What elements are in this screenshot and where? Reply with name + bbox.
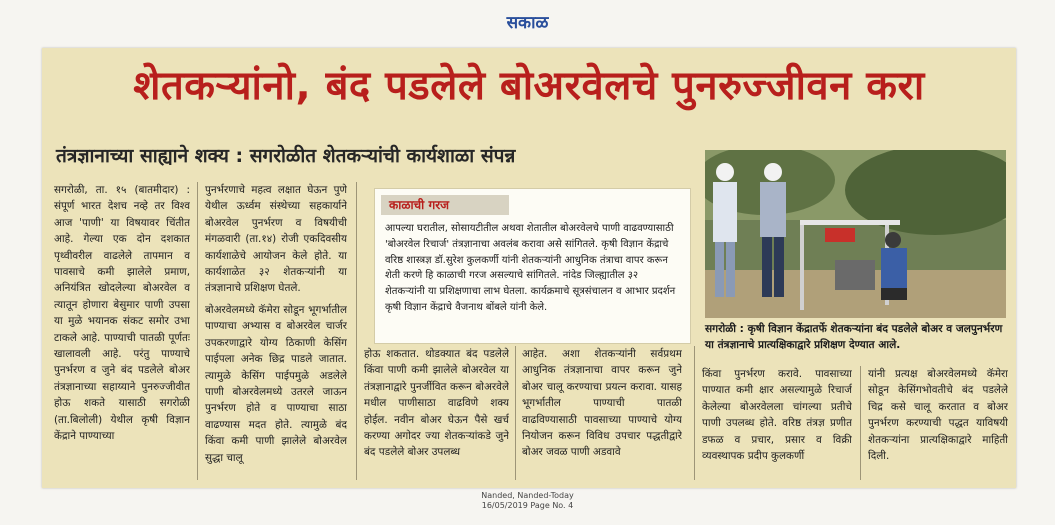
news-photo <box>705 150 1006 318</box>
edition-name: Nanded, Nanded-Today <box>481 491 574 500</box>
subheadline: तंत्रज्ञानाच्या साह्याने शक्य : सगरोळीत शेतकऱ्यांची कार्यशाळा संपन्न <box>56 145 516 167</box>
article-column-7: यांनी प्रत्यक्ष बोअरवेलमध्ये कॅमेरा सोडून केसिंगभोवतीचे बंद पडलेले चिद्र कसे चालू करतात व बोअर पुनर्भरण करण्याची पद्धत याविषयी शेतकऱ्यांना प्रात्यक्षिकाद्वारे माहिती दिली. <box>868 368 1008 463</box>
workshop-photo-illustration <box>705 150 1006 318</box>
article-column-5: आहेत. अशा शेतकऱ्यांनी सर्वप्रथम आधुनिक तंत्रज्ञानाचा वापर करून जुने बोअर चालू करण्याचा प्रयत्न करावा. यासह भूगर्भातील पाण्याची पातळी वाढविण्यासाठी पावसाच्या पाण्याचे योग्य नियोजन करून विविध उपचार पद्धतीद्वारे बोअर जवळ पाणी अडवावे <box>522 348 682 459</box>
sidebar-text: आपल्या घरातील, सोसायटीतील अथवा शेतातील बोअरवेलचे पाणी वाढवण्यासाठी 'बोअरवेल रिचार्ज' तंत्रज्ञानाचा अवलंब करावा असे सांगितले. कृषी विज्ञान केंद्राचे वरिष्ठ शास्त्रज्ञ डॉ.सुरेश कुलकर्णी यांनी शेतकऱ्यांनी आधुनिक तंत्राचा वापर करून शेती करणे हि काळाची गरज असल्याचे सांगितले. नांदेड जिल्ह्यातील ३२ शेतकऱ्यांनी या प्रशिक्षणाचा लाभ घेतला. कार्यक्रमाचे सूत्रसंचालन व आभार प्रदर्शन कृषी विज्ञान केंद्राचे वैजनाथ बोंबले यांनी केले. <box>385 223 676 313</box>
sidebar-label: काळाची गरज <box>381 195 509 215</box>
article-column-2: पुनर्भरणाचे महत्व लक्षात घेऊन पुणे येथील ऊर्ध्वम संस्थेच्या सहकार्याने बोअरवेल पुनर्भरण व विषयीची मंगळवारी (ता.१४) रोजी एकदिवसीय कार्यशाळेचे आयोजन केले होते. या कार्यशाळेत ३२ शेतकऱ्यांनी या तंत्रज्ञानाचे प्रशिक्षण घेतले. <box>205 184 347 295</box>
article-column-1: सगरोळी, ता. १५ (बातमीदार) : संपूर्ण भारत देशच नव्हे तर विश्व आज 'पाणी' या विषयावर चिंतीत आहे. गेल्या एक दोन दशकात पृथ्वीवरील वाढलेले तापमान व पावसाचे कमी झालेले प्रमाण, अनियंत्रित खोदलेल्या बोअरवेल व त्यातून होणारा बेसुमार पाणी उपसा या मुळे भयानक संकट समोर उभा टाकले आहे. पाण्याची पातळी पूर्णतः खालावली आहे. परंतु पाण्याचे पुनर्भरण व जुने बंद पडलेले बोअर तंत्रज्ञानाच्या सहाय्याने पुनरुज्जीवीत होऊ शकते यासाठी सगरोळी (ता.बिलोली) येथील कृषी विज्ञान केंद्राने पाण्याच्या <box>54 184 190 443</box>
article-column-6: किंवा पुनर्भरण करावे. पावसाच्या पाण्यात कमी क्षार असल्यामुळे रिचार्ज केलेल्या बोअरवेलला चांगल्या प्रतीचे पाणी उपलब्ध होते. वरिष्ठ तंत्रज्ञ प्रणीत डफळ व प्रचार, प्रसार व विक्री व्यवस्थापक प्रदीप कुलकर्णी <box>702 368 852 463</box>
headline: शेतकऱ्यांनो, बंद पडलेले बोअरवेलचे पुनरुज्जीवन करा <box>133 63 925 109</box>
column-divider <box>515 346 516 480</box>
article-column-4: होऊ शकतात. थोडक्यात बंद पडलेले किंवा पाणी कमी झालेले बोअरवेल या तंत्रज्ञानाद्वारे पुनर्जीवित करून बोअरवेले मधील पाणीसाठा वाढविणे शक्य होईल. नवीन बोअर घेऊन पैसे खर्च करण्या अगोदर ज्या शेतकऱ्यांकडे जुने बंद पडलेले बोअर उपलब्ध <box>364 348 509 459</box>
column-divider <box>694 346 695 480</box>
edition-footer <box>0 491 1055 511</box>
article-column-3: बोअरवेलमध्ये कॅमेरा सोडून भूगर्भातील पाण्याचा अभ्यास व बोअरवेल चार्जर उपकरणाद्वारे योग्य ठिकाणी केसिंग पाईपला अनेक छिद्र पाडले जातात. त्यामुळे केसिंग पाईपमुळे अडलेले पाणी बोअरवेलमध्ये उतरले जाऊन पुनर्भरण होते व पाण्याचा साठा वाढण्यास मदत होते. त्यामुळे बंद किंवा कमी पाणी झालेले बोअरवेल सुद्धा चालू <box>205 304 347 464</box>
edition-date-page: 16/05/2019 Page No. 4 <box>481 501 574 510</box>
news-clipping <box>42 48 1016 488</box>
column-divider <box>860 366 861 480</box>
photo-caption: सगरोळी : कृषी विज्ञान केंद्रातर्फे शेतकऱ्यांना बंद पडलेले बोअर व जलपुनर्भरण या तंत्रज्ञानाचे प्रात्यक्षिकाद्वारे प्रशिक्षण देण्यात आले. <box>705 323 1003 351</box>
masthead-logo: सकाळ <box>506 13 549 33</box>
column-divider <box>356 182 357 480</box>
sidebar-box <box>374 188 691 344</box>
column-divider <box>197 182 198 480</box>
